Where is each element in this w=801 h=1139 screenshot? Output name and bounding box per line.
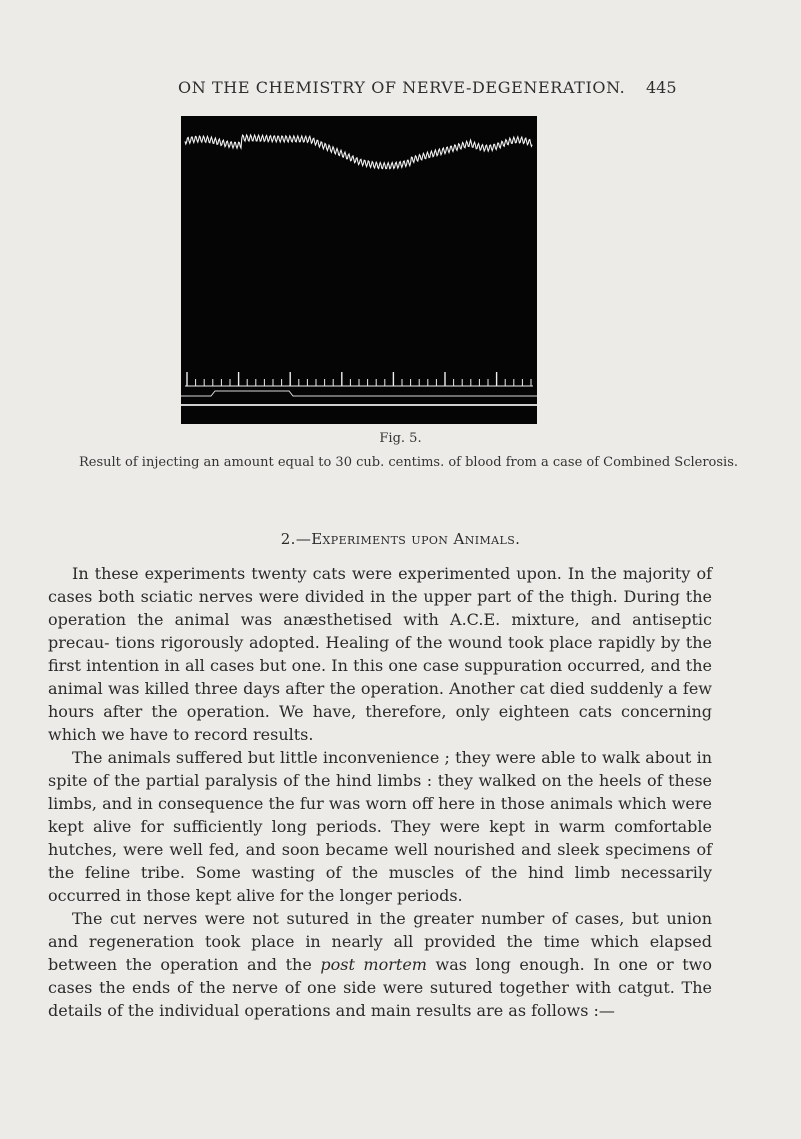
running-title: ON THE CHEMISTRY OF NERVE-DEGENERATION. (178, 78, 626, 97)
kymograph-figure (181, 116, 537, 424)
blood-pressure-tracing (181, 116, 537, 424)
figure-label: Fig. 5. (379, 431, 422, 446)
abscissa-line (181, 404, 537, 406)
body-text (48, 562, 712, 1022)
paragraph-3-after: was long enough. In one or two cases the ends of the nerve of one side were sutured together with catgut. The details of the individual operations and main results are as follows :— (48, 955, 712, 1020)
section-title: —Experiments upon Animals. (295, 530, 521, 548)
section-heading (0, 530, 801, 548)
page-number: 445 (646, 78, 677, 97)
paragraph-1: In these experiments twenty cats were experimented upon. In the majority of cases both sciatic nerves were divided in the upper part of the thigh. During the operation the animal was anæsthetised with A.C.E. mixture, and antiseptic precau- tions rigorously adopted. Healing of the wound took place rapidly by the first intention in all cases but one. In this one case suppuration occurred, and the animal was killed three days after the operation. Another cat died suddenly a few hours after the operation. We have, therefore, only eighteen cats concerning which we have to record results. (48, 564, 712, 744)
paragraph-3 (48, 907, 712, 1022)
figure-caption: Result of injecting an amount equal to 30 cub. centims. of blood from a case of Combined Sclerosis. (79, 455, 738, 470)
paragraph-3-before: The cut nerves were not sutured in the greater number of cases, but union and regeneration took place in nearly all provided the time which elapsed between the operation and the (48, 909, 712, 974)
running-head (0, 78, 801, 102)
paragraph-3-italic: post mortem (320, 955, 427, 974)
paragraph-2: The animals suffered but little inconvenience ; they were able to walk about in spite of the partial paralysis of the hind limbs : they walked on the heels of these limbs, and in consequence the fur was worn off here in those animals which were kept alive for sufficiently long periods. They were kept in warm comfortable hutches, were well fed, and soon became well nourished and sleek specimens of the feline tribe. Some wasting of the muscles of the hind limb necessarily occurred in those kept alive for the longer periods. (48, 748, 712, 905)
section-number: 2. (280, 530, 296, 548)
